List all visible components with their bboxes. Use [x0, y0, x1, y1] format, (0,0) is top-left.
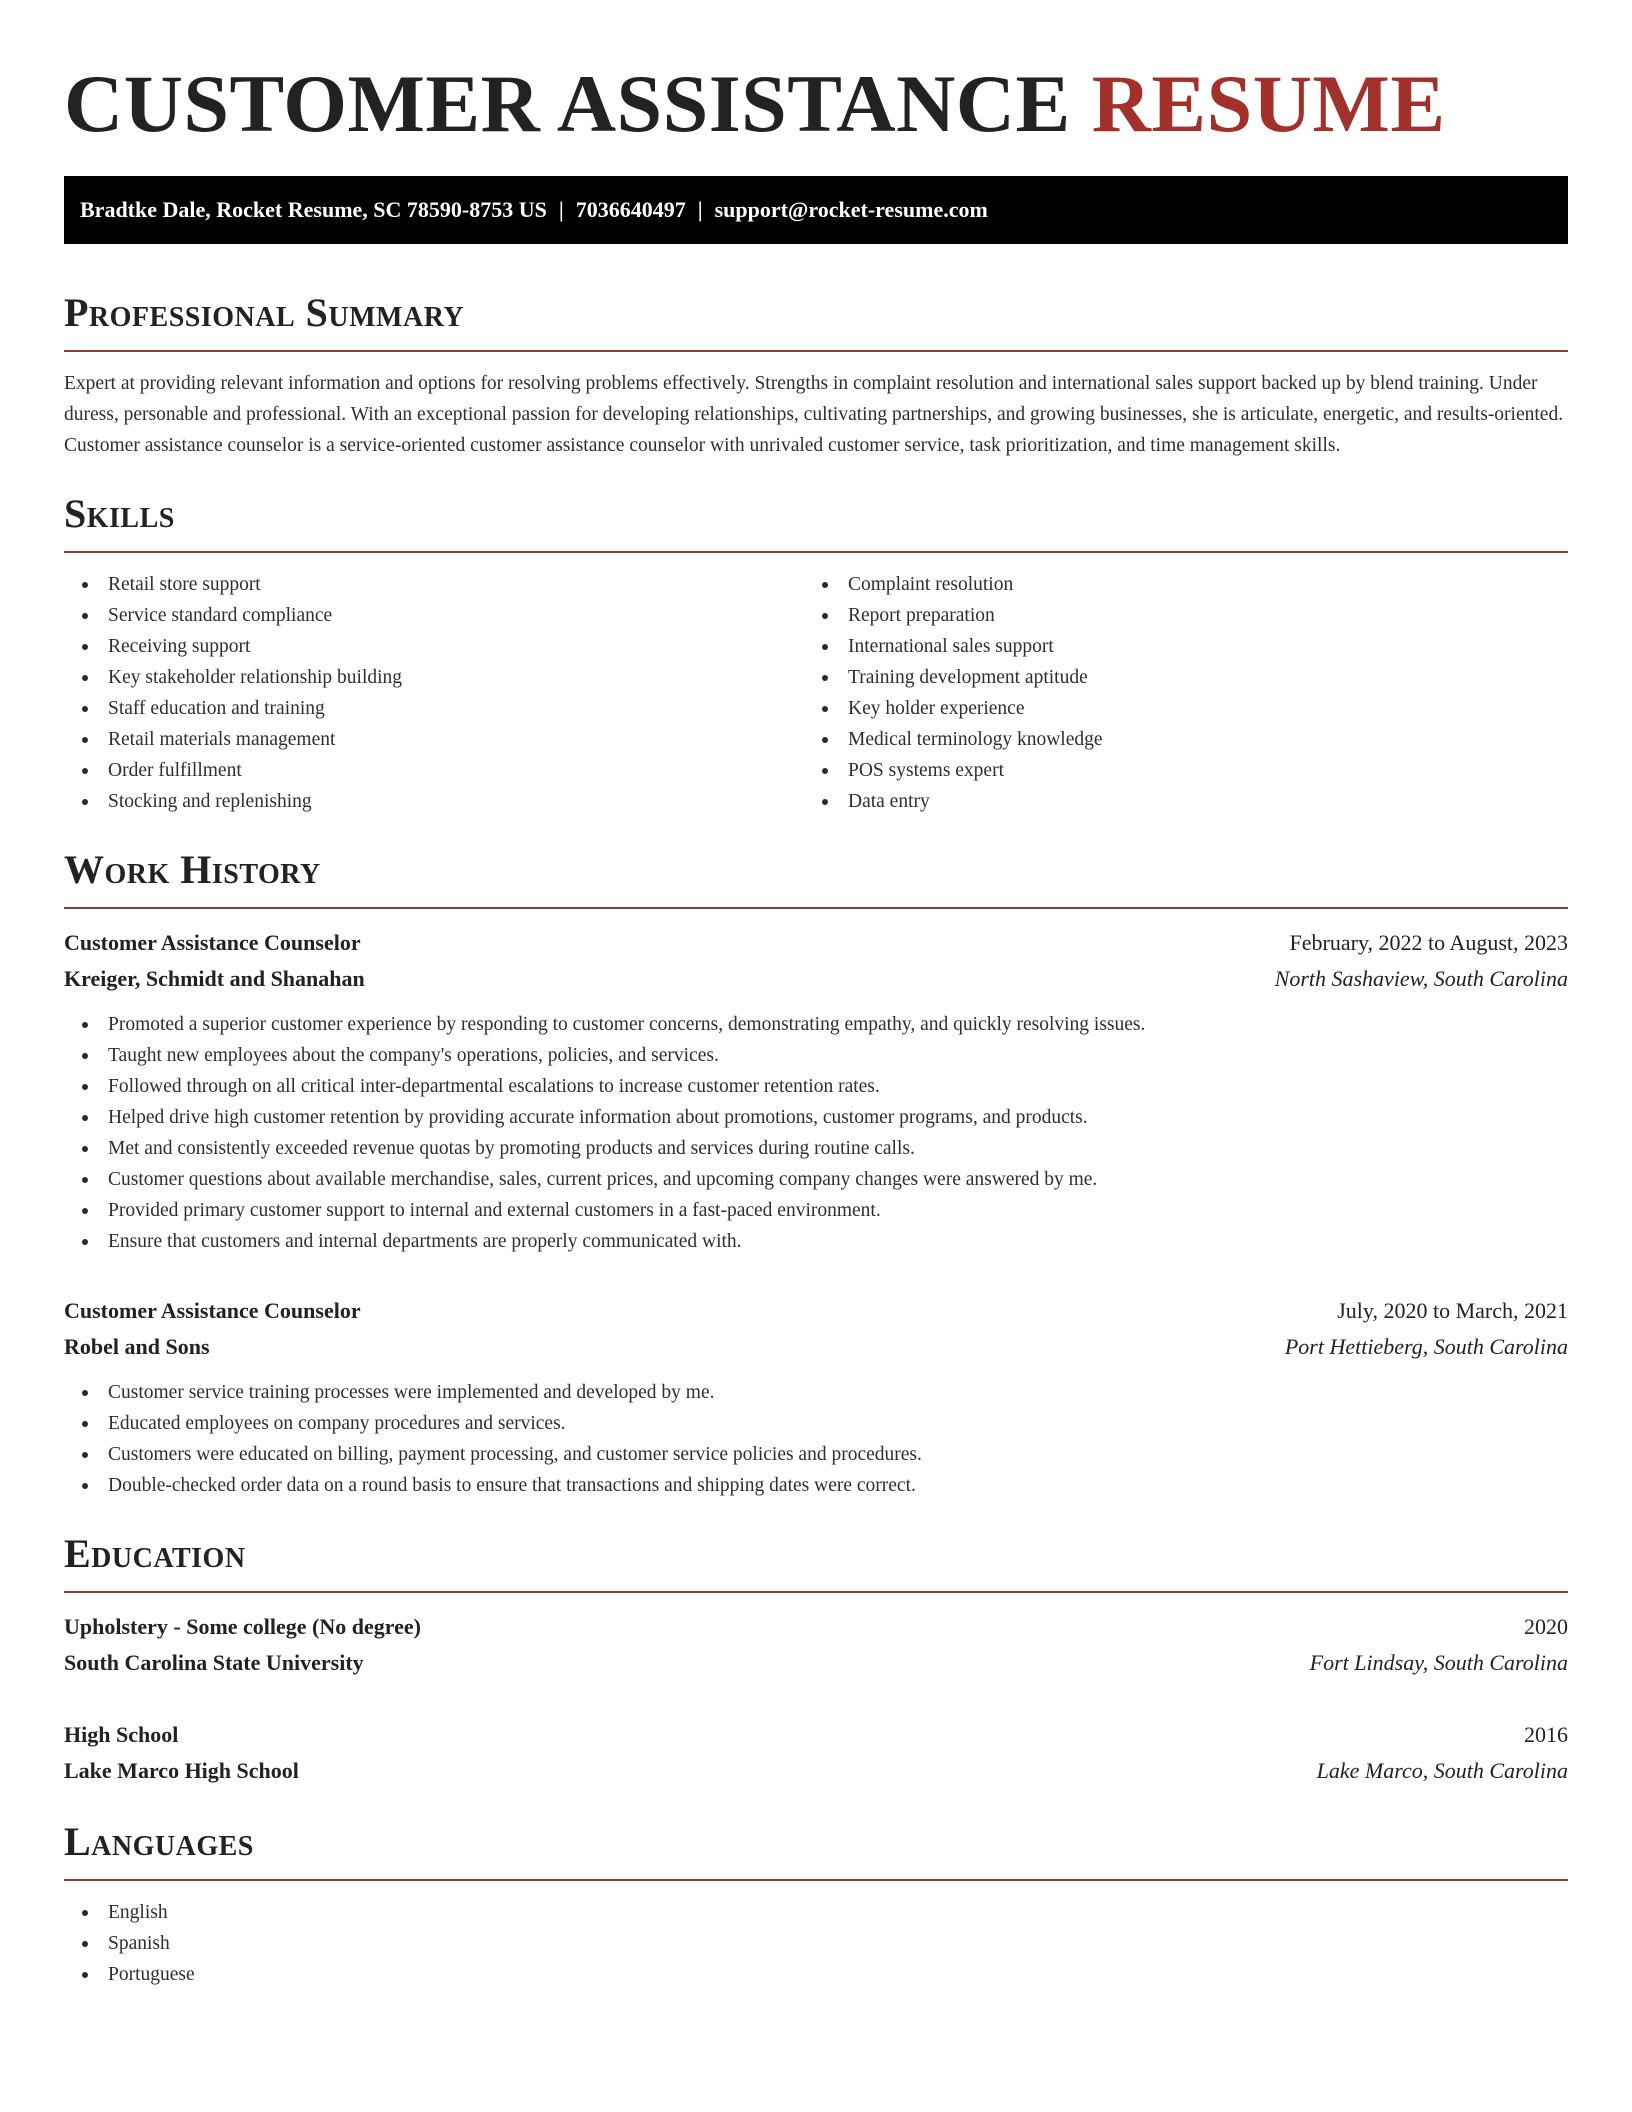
job-bullets — [64, 1009, 1568, 1257]
section-heading: Professional Summary — [64, 290, 465, 335]
job-title-row — [64, 1293, 1568, 1329]
education-year: 2016 — [1524, 1722, 1568, 1747]
title-accent: RESUME — [1091, 58, 1446, 149]
education-school-row — [64, 1753, 1568, 1789]
professional-summary-section — [64, 290, 1568, 461]
skill-item: Key stakeholder relationship building — [64, 662, 804, 693]
job-location: North Sashaview, South Carolina — [1274, 966, 1568, 991]
education-degree: Upholstery - Some college (No degree) — [64, 1614, 421, 1639]
skills-section — [64, 491, 1568, 817]
education-school: South Carolina State University — [64, 1650, 364, 1675]
education-location: Fort Lindsay, South Carolina — [1309, 1650, 1568, 1675]
education-year: 2020 — [1524, 1614, 1568, 1639]
job-bullet: Educated employees on company procedures and services. — [64, 1408, 1568, 1439]
languages-list — [64, 1897, 1568, 1990]
skill-item: POS systems expert — [804, 755, 1544, 786]
job-bullets — [64, 1377, 1568, 1501]
job-bullet: Customer service training processes were implemented and developed by me. — [64, 1377, 1568, 1408]
skill-item: Receiving support — [64, 631, 804, 662]
section-divider — [64, 907, 1568, 909]
skill-item: Data entry — [804, 786, 1544, 817]
skill-item: Service standard compliance — [64, 600, 804, 631]
job-dates: February, 2022 to August, 2023 — [1289, 930, 1568, 955]
job-bullet: Double-checked order data on a round basis to ensure that transactions and shipping dates were correct. — [64, 1470, 1568, 1501]
job-bullet: Customers were educated on billing, payment processing, and customer service policies and procedures. — [64, 1439, 1568, 1470]
job-bullet: Followed through on all critical inter-departmental escalations to increase customer retention rates. — [64, 1071, 1568, 1102]
job-bullet: Taught new employees about the company's operations, policies, and services. — [64, 1040, 1568, 1071]
job-bullet: Helped drive high customer retention by providing accurate information about promotions, customer programs, and products. — [64, 1102, 1568, 1133]
job-list — [64, 925, 1568, 1501]
job-bullet: Promoted a superior customer experience by responding to customer concerns, demonstrating empathy, and quickly resolving issues. — [64, 1009, 1568, 1040]
section-divider — [64, 551, 1568, 553]
skill-item: Stocking and replenishing — [64, 786, 804, 817]
skills-list-left — [64, 569, 804, 817]
job-bullet: Ensure that customers and internal departments are properly communicated with. — [64, 1226, 1568, 1257]
language-item: Spanish — [64, 1928, 1568, 1959]
education-entry — [64, 1609, 1568, 1681]
skill-item: International sales support — [804, 631, 1544, 662]
language-item: English — [64, 1897, 1568, 1928]
skill-item: Retail materials management — [64, 724, 804, 755]
job-company-row — [64, 1329, 1568, 1365]
job-bullet: Provided primary customer support to internal and external customers in a fast-paced environment. — [64, 1195, 1568, 1226]
education-location: Lake Marco, South Carolina — [1316, 1758, 1568, 1783]
languages-section — [64, 1819, 1568, 1990]
job-bullet: Customer questions about available merchandise, sales, current prices, and upcoming company changes were answered by me. — [64, 1164, 1568, 1195]
section-divider — [64, 1591, 1568, 1593]
job-location: Port Hettieberg, South Carolina — [1284, 1334, 1568, 1359]
language-item: Portuguese — [64, 1959, 1568, 1990]
summary-text: Expert at providing relevant information and options for resolving problems effectively. Strengths in complaint resolution and international sales support backed up by blend training. Under duress, personable and professional. With an exceptional passion for developing relationships, cultivating partnerships, and growing businesses, she is articulate, energetic, and results-oriented. Customer assistance counselor is a service-oriented customer assistance counselor with unrivaled customer service, task prioritization, and time management skills. — [64, 373, 1564, 456]
skill-item: Complaint resolution — [804, 569, 1544, 600]
section-divider — [64, 1879, 1568, 1881]
contact-email[interactable]: support@rocket-resume.com — [714, 197, 988, 222]
resume-title — [64, 56, 1568, 152]
job-company: Robel and Sons — [64, 1334, 210, 1359]
education-list — [64, 1609, 1568, 1789]
skills-grid — [64, 569, 1568, 817]
contact-address: Bradtke Dale, Rocket Resume, SC 78590-8753 US — [80, 197, 547, 222]
skill-item: Training development aptitude — [804, 662, 1544, 693]
title-main: CUSTOMER ASSISTANCE — [64, 58, 1071, 149]
section-heading: Languages — [64, 1819, 254, 1864]
section-divider — [64, 350, 1568, 352]
contact-separator: | — [697, 197, 703, 222]
contact-separator: | — [558, 197, 564, 222]
skill-item: Order fulfillment — [64, 755, 804, 786]
education-school-row — [64, 1645, 1568, 1681]
education-section — [64, 1531, 1568, 1789]
job-title: Customer Assistance Counselor — [64, 930, 361, 955]
work-history-section — [64, 847, 1568, 1501]
education-degree-row — [64, 1609, 1568, 1645]
skills-list-right — [804, 569, 1544, 817]
education-degree-row — [64, 1717, 1568, 1753]
skill-item: Retail store support — [64, 569, 804, 600]
job-company-row — [64, 961, 1568, 997]
section-heading: Skills — [64, 491, 175, 536]
job-title: Customer Assistance Counselor — [64, 1298, 361, 1323]
job-bullet: Met and consistently exceeded revenue quotas by promoting products and services during routine calls. — [64, 1133, 1568, 1164]
skill-item: Staff education and training — [64, 693, 804, 724]
contact-phone[interactable]: 7036640497 — [575, 197, 686, 222]
education-degree: High School — [64, 1722, 179, 1747]
job-entry — [64, 1293, 1568, 1501]
skill-item: Key holder experience — [804, 693, 1544, 724]
contact-bar — [64, 176, 1568, 244]
skill-item: Report preparation — [804, 600, 1544, 631]
section-heading: Work History — [64, 847, 321, 892]
job-dates: July, 2020 to March, 2021 — [1337, 1298, 1568, 1323]
section-heading: Education — [64, 1531, 246, 1576]
job-company: Kreiger, Schmidt and Shanahan — [64, 966, 365, 991]
job-title-row — [64, 925, 1568, 961]
education-school: Lake Marco High School — [64, 1758, 299, 1783]
skill-item: Medical terminology knowledge — [804, 724, 1544, 755]
job-entry — [64, 925, 1568, 1257]
education-entry — [64, 1717, 1568, 1789]
